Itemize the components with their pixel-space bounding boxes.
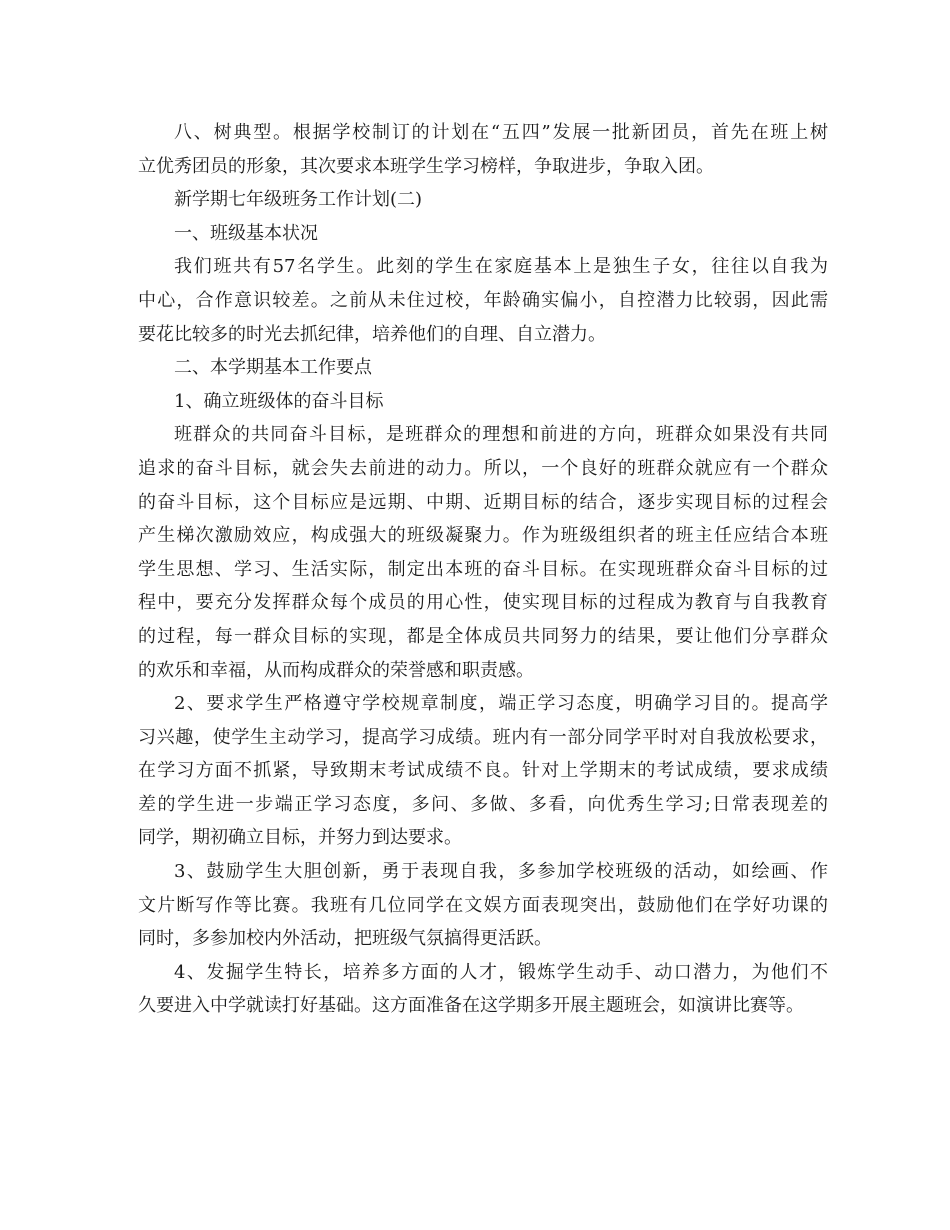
paragraph [138, 385, 828, 419]
text-line: 二、本学期基本工作要点 [174, 357, 372, 379]
text-line: 追求的奋斗目标，就会失去前进的动力。所以，一个良好的班群众就应有一个群众 [138, 457, 828, 479]
paragraph [138, 217, 828, 251]
text-line: 同时，多参加校内外活动，把班级气氛搞得更活跃。 [138, 928, 552, 950]
paragraph [138, 116, 828, 183]
text-line: 我们班共有57名学生。此刻的学生在家庭基本上是独生子女，往往以自我为 [174, 256, 828, 278]
document-page [138, 116, 828, 1023]
text-line: 的欢乐和幸福，从而构成群众的荣誉感和职责感。 [138, 659, 534, 681]
text-line: 的奋斗目标，这个目标应是远期、中期、近期目标的结合，逐步实现目标的过程会 [138, 491, 828, 513]
text-line: 2、要求学生严格遵守学校规章制度，端正学习态度，明确学习目的。提高学 [174, 693, 828, 715]
text-line: 产生梯次激励效应，构成强大的班级凝聚力。作为班级组织者的班主任应结合本班 [138, 525, 828, 547]
paragraph [138, 687, 828, 855]
text-line: 1、确立班级体的奋斗目标 [174, 390, 384, 412]
text-line: 中心，合作意识较差。之前从未住过校，年龄确实偏小，自控潜力比较弱，因此需 [138, 289, 828, 311]
text-line: 班群众的共同奋斗目标，是班群众的理想和前进的方向，班群众如果没有共同 [174, 424, 828, 446]
text-line: 4、发掘学生特长，培养多方面的人才，锻炼学生动手、动口潜力，为他们不 [174, 961, 828, 983]
text-line: 一、班级基本状况 [174, 222, 318, 244]
text-line: 程中，要充分发挥群众每个成员的用心性，使实现目标的过程成为教育与自我教育 [138, 592, 828, 614]
text-line: 3、鼓励学生大胆创新，勇于表现自我，多参加学校班级的活动，如绘画、作 [174, 861, 828, 883]
paragraph [138, 183, 828, 217]
paragraph [138, 855, 828, 956]
text-line: 立优秀团员的形象，其次要求本班学生学习榜样，争取进步，争取入团。 [138, 155, 714, 177]
paragraph [138, 956, 828, 1023]
text-line: 八、树典型。根据学校制订的计划在“五四”发展一批新团员，首先在班上树 [174, 122, 828, 143]
text-line: 同学，期初确立目标，并努力到达要求。 [138, 827, 462, 849]
text-line: 差的学生进一步端正学习态度，多问、多做、多看，向优秀生学习;日常表现差的 [138, 793, 828, 815]
text-line: 习兴趣，使学生主动学习，提高学习成绩。班内有一部分同学平时对自我放松要求， [138, 726, 828, 748]
text-line: 新学期七年级班务工作计划(二) [174, 189, 423, 211]
text-line: 在学习方面不抓紧，导致期末考试成绩不良。针对上学期末的考试成绩，要求成绩 [138, 760, 828, 782]
text-line: 要花比较多的时光去抓纪律，培养他们的自理、自立潜力。 [138, 323, 606, 345]
text-line: 学生思想、学习、生活实际，制定出本班的奋斗目标。在实现班群众奋斗目标的过 [138, 558, 828, 580]
paragraph [138, 250, 828, 351]
text-line: 的过程，每一群众目标的实现，都是全体成员共同努力的结果，要让他们分享群众 [138, 625, 828, 647]
paragraph [138, 418, 828, 687]
paragraph [138, 351, 828, 385]
text-line: 文片断写作等比赛。我班有几位同学在文娱方面表现突出，鼓励他们在学好功课的 [138, 894, 828, 916]
text-line: 久要进入中学就读打好基础。这方面准备在这学期多开展主题班会，如演讲比赛等。 [138, 995, 804, 1017]
